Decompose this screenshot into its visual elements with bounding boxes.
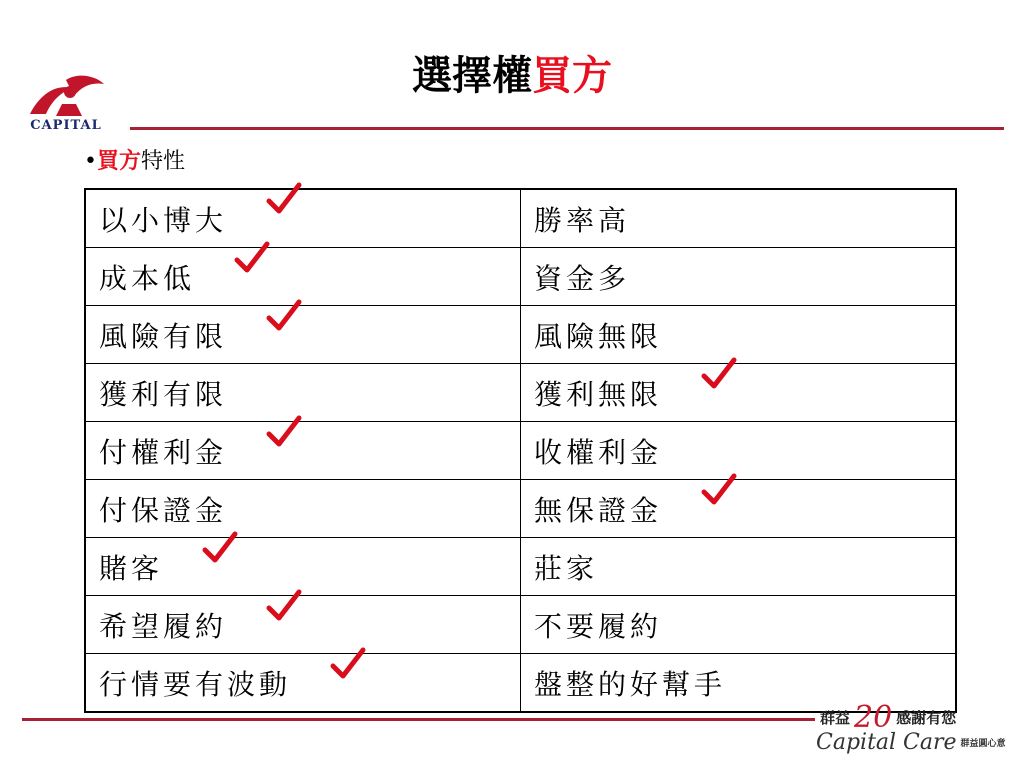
comparison-table: [84, 188, 957, 713]
checkmark-icon: [327, 644, 367, 684]
seller-cell-text: 不要履約: [534, 609, 663, 643]
top-divider: [130, 127, 1004, 130]
brand-small: 群益圓心意: [960, 739, 1006, 749]
buyer-cell-text: 成本低: [99, 261, 196, 295]
seller-cell-text: 勝率高: [534, 203, 631, 237]
table-row: [85, 306, 956, 364]
anniversary-prefix: 群益: [820, 709, 851, 727]
buyer-cell-text: 風險有限: [99, 319, 228, 353]
seller-cell: [521, 480, 957, 538]
seller-cell: [521, 306, 957, 364]
checkmark-icon: [231, 238, 271, 278]
buyer-cell-text: 希望履約: [99, 609, 228, 643]
seller-cell: [521, 189, 957, 248]
table-row: [85, 189, 956, 248]
buyer-cell-text: 行情要有波動: [99, 667, 292, 701]
logo-wordmark: CAPITAL: [30, 118, 102, 133]
seller-cell: [521, 364, 957, 422]
buyer-cell-text: 付權利金: [99, 435, 228, 469]
seller-cell: [521, 596, 957, 654]
checkmark-icon: [263, 296, 303, 336]
buyer-cell-text: 付保證金: [99, 493, 228, 527]
checkmark-icon: [698, 470, 738, 510]
anniversary-line: [820, 696, 957, 735]
table-row: [85, 364, 956, 422]
bottom-divider: [22, 718, 815, 721]
section-heading: [84, 145, 185, 178]
buyer-cell-text: 獲利有限: [99, 377, 228, 411]
buyer-cell: [85, 480, 521, 538]
seller-cell-text: 獲利無限: [534, 377, 663, 411]
table-row: [85, 422, 956, 480]
section-heading-text: 特性: [141, 149, 186, 174]
buyer-cell-text: 賭客: [99, 551, 164, 585]
seller-cell-text: 收權利金: [534, 435, 663, 469]
bullet: •: [84, 149, 97, 174]
seller-cell-text: 資金多: [534, 261, 631, 295]
page-title: [0, 46, 1024, 106]
buyer-cell-text: 以小博大: [99, 203, 228, 237]
seller-cell: [521, 538, 957, 596]
anniversary-number: 20: [854, 700, 893, 735]
seller-cell: [521, 422, 957, 480]
title-main: 選擇權: [412, 52, 532, 99]
checkmark-icon: [263, 586, 303, 626]
checkmark-icon: [263, 179, 303, 219]
seller-cell: [521, 248, 957, 306]
table-row: [85, 248, 956, 306]
checkmark-icon: [199, 528, 239, 568]
section-heading-accent: 買方: [96, 148, 141, 174]
seller-cell-text: 莊家: [534, 551, 599, 585]
seller-cell-text: 盤整的好幫手: [534, 667, 727, 701]
seller-cell-text: 風險無限: [534, 319, 663, 353]
brand-line: [816, 730, 1006, 755]
seller-cell-text: 無保證金: [534, 493, 663, 527]
footer-brand: [808, 688, 1004, 760]
checkmark-icon: [263, 412, 303, 452]
buyer-cell: [85, 654, 521, 713]
anniversary-suffix: 感謝有您: [896, 709, 957, 727]
title-accent: 買方: [532, 52, 612, 99]
checkmark-icon: [698, 354, 738, 394]
table-row: [85, 596, 956, 654]
brand-name: Capital Care: [816, 730, 957, 755]
